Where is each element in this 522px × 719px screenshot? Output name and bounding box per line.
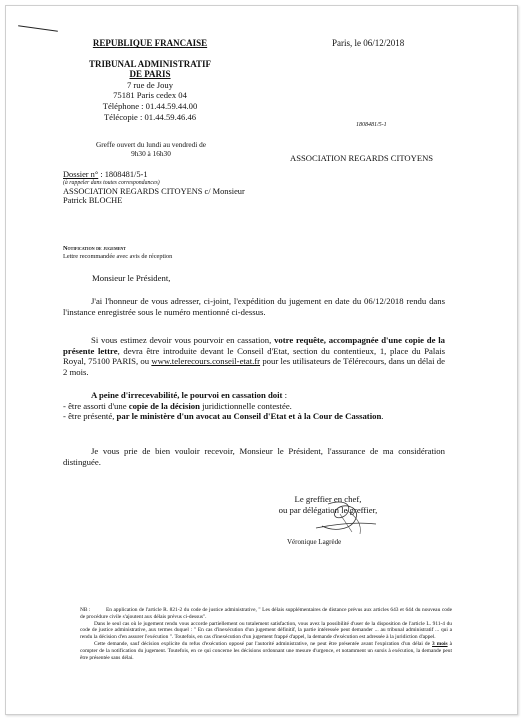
- signature-line1: Le greffier en chef,: [294, 494, 362, 504]
- dossier-note: (à rappeler dans toutes correspondances): [63, 179, 160, 186]
- footer-note-3a: Cette demande, sauf décision explicite du refus d'exécution opposé par l'autorité administrative, ne peut être présentée avant l'expiration d'un délai de: [94, 640, 433, 647]
- p3-title: A peine d'irrecevabilité, le pourvoi en cassation doit: [91, 390, 283, 400]
- court-phone: Téléphone : 01.44.59.44.00: [102, 100, 198, 111]
- notification-title: Notification de jugement: [63, 245, 126, 252]
- signature-block: [258, 494, 398, 515]
- hours-line2: 9h30 à 16h30: [131, 149, 171, 158]
- hours-line1: Greffe ouvert du lundi au vendredi de: [95, 140, 207, 149]
- telerecours-link[interactable]: www.telerecours.conseil-etat.fr: [151, 356, 261, 367]
- p3-item2-a: - être présenté,: [63, 411, 117, 422]
- court-name-line1: TRIBUNAL ADMINISTRATIF: [88, 58, 212, 69]
- reference-small: 1808481/5-1: [356, 122, 387, 128]
- footer-notes: [80, 607, 452, 661]
- p3-item2-bold: par le ministère d'un avocat au Conseil d'Etat et à la Cour de Cassation: [116, 411, 382, 422]
- court-street: 7 rue de Jouy: [126, 79, 174, 90]
- p3-item1-a: - être assorti d'une: [63, 400, 129, 411]
- salutation: Monsieur le Président,: [92, 273, 171, 283]
- court-fax: Télécopie : 01.44.59.46.46: [103, 111, 197, 122]
- footer-note-1: En application de l'article R. 821-2 du code de justice administrative, " Les délais supplémentaires de distance prévus aux articles 643 et 644 du nouveau code de procédure civile s'ajoutent aux délais prévus ci-dessus".: [80, 607, 452, 620]
- p3-item1-bold: copie de la décision: [128, 400, 200, 411]
- p3-item1-c: juridictionnelle contestée.: [199, 400, 292, 411]
- p2-text-a: Si vous estimez devoir vous pourvoir en cassation,: [91, 335, 275, 345]
- court-city: 75181 Paris cedex 04: [113, 90, 187, 101]
- footer-note-3b: à compter de la notification du jugement. Toutefois, en ce qui concerne les décisions ordonnant une mesure d'urgence, et notamment un sursis à exécution, la demande peut être présentée sans délai.: [80, 640, 452, 661]
- p3-item2-c: .: [381, 411, 384, 422]
- dossier-label: Dossier n°: [63, 170, 99, 179]
- republic-heading: REPUBLIQUE FRANCAISE: [92, 38, 208, 48]
- notification-heading: [63, 245, 172, 261]
- court-header: [60, 38, 240, 122]
- p2-text-d: pour les utilisateurs de Télérecours, dans un délai de 2 mois.: [63, 356, 445, 377]
- dossier-block: [63, 170, 245, 206]
- notification-subtitle: Lettre recommandée avec avis de réception: [63, 253, 173, 260]
- p2-text-bold: votre requête, accompagnée d'une copie de la présente lettre: [63, 335, 445, 356]
- addressee: ASSOCIATION REGARDS CITOYENS: [290, 153, 434, 163]
- paragraph-2: [63, 335, 445, 377]
- parties-line1: ASSOCIATION REGARDS CITOYENS c/ Monsieur: [63, 186, 245, 196]
- p3-colon: :: [282, 390, 288, 400]
- paragraph-1-text: J'ai l'honneur de vous adresser, ci-joint, l'expédition du jugement en date du 06/12/2018 rendu dans l'instance enregistrée sous le numéro mentionné ci-dessus.: [63, 296, 445, 317]
- signatory-name: Véronique Lagrède: [287, 538, 342, 546]
- footer-note-2: Dans le seul cas où le jugement rendu vous accorde partiellement ou totalement satisfaction, vous avez la possibilité d'user de la disposition de l'article L. 911-4 du code de justice administrative, aux termes duquel : " En cas d'inexécution d'un jugement définitif, la partie intéressée peut demander ... au tribunal administratif ... qui a rendu la décision d'en assurer l'exécution ". Toutefois, en cas d'inexécution d'un jugement frappé d'appel, la demande d'exécution est adressée à la juridiction d'appel.: [80, 620, 452, 641]
- closing-text: Je vous prie de bien vouloir recevoir, Monsieur le Président, l'assurance de ma considération distinguée.: [63, 446, 445, 467]
- signature-line2: ou par délégation le greffier,: [278, 504, 378, 515]
- p2-text-c: , devra être introduite devant le Conseil d'Etat, section du contentieux, 1, place du Palais Royal, 75100 PARIS, ou: [63, 345, 445, 367]
- office-hours: [62, 140, 240, 158]
- dossier-number: : 1808481/5-1: [98, 170, 148, 179]
- paragraph-4: [63, 446, 445, 467]
- nb-label: NB :: [80, 607, 91, 613]
- paragraph-3: [63, 390, 445, 422]
- court-name-line2: DE PARIS: [129, 69, 171, 80]
- parties-line2: Patrick BLOCHE: [63, 196, 123, 206]
- place-date: Paris, le 06/12/2018: [332, 38, 405, 48]
- footer-note-3-bold: 3 mois: [432, 640, 448, 647]
- paragraph-1: [63, 296, 445, 317]
